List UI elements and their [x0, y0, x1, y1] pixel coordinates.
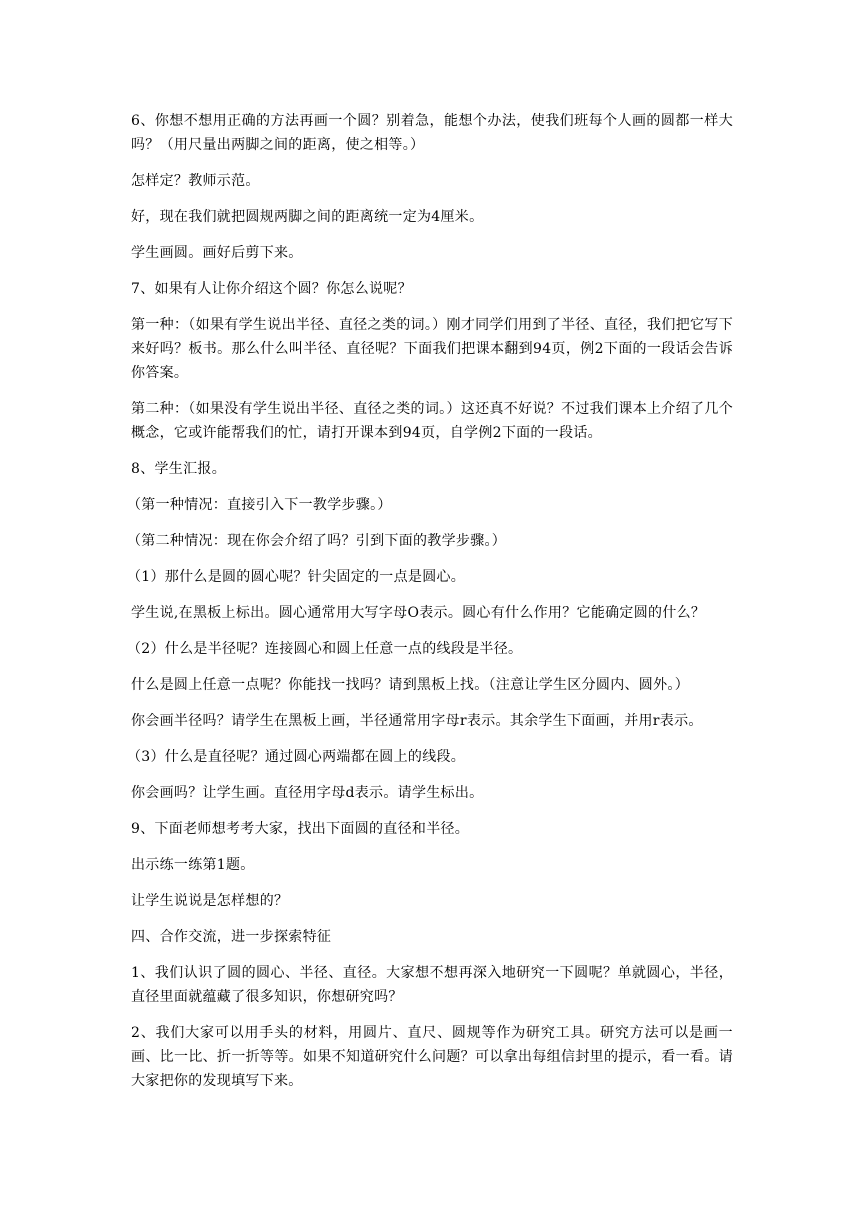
paragraph: 出示练一练第1题。: [131, 857, 255, 873]
paragraph: 什么是圆上任意一点呢？你能找一找吗？请到黑板上找。（注意让学生区分圆内、圆外。）: [131, 677, 689, 693]
paragraph: （1）那什么是圆的圆心呢？针尖固定的一点是圆心。: [127, 569, 466, 585]
paragraph: 你会画半径吗？请学生在黑板上画，半径通常用字母r表示。其余学生下面画，并用r表示。: [131, 713, 703, 729]
paragraph: 好，现在我们就把圆规两脚之间的距离统一定为4厘米。: [131, 209, 484, 225]
paragraph: 6、你想不想用正确的方法再画一个圆？别着急，能想个办法，使我们班每个人画的圆都一样大吗？（用尺量出两脚之间的距离，使之相等。）: [131, 113, 733, 153]
document-body: [127, 109, 733, 1105]
paragraph: 让学生说说是怎样想的？: [131, 893, 289, 909]
paragraph: 2、我们大家可以用手头的材料，用圆片、直尺、圆规等作为研究工具。研究方法可以是画一画、比一比、折一折等等。如果不知道研究什么问题？可以拿出每组信封里的提示，看一看。请大家把你的发现填写下来。: [131, 1025, 733, 1089]
section-heading: 四、合作交流，进一步探索特征: [131, 929, 332, 945]
paragraph: 9、下面老师想考考大家，找出下面圆的直径和半径。: [131, 821, 470, 837]
paragraph: 学生画圆。画好后剪下来。: [131, 245, 303, 261]
paragraph: 8、学生汇报。: [131, 461, 227, 477]
paragraph: 第一种：（如果有学生说出半径、直径之类的词。）刚才同学们用到了半径、直径，我们把它写下来好吗？板书。那么什么叫半径、直径呢？下面我们把课本翻到94页，例2下面的一段话会告诉你答案。: [131, 317, 733, 381]
paragraph: 怎样定？教师示范。: [131, 173, 260, 189]
paragraph: （2）什么是半径呢？连接圆心和圆上任意一点的线段是半径。: [127, 641, 523, 657]
paragraph: （第二种情况：现在你会介绍了吗？引到下面的教学步骤。）: [127, 533, 507, 549]
paragraph: 1、我们认识了圆的圆心、半径、直径。大家想不想再深入地研究一下圆呢？单就圆心，半径，直径里面就蕴藏了很多知识，你想研究吗？: [131, 965, 733, 1005]
paragraph: 7、如果有人让你介绍这个圆？你怎么说呢？: [131, 281, 412, 297]
paragraph: 你会画吗？让学生画。直径用字母d表示。请学生标出。: [131, 785, 484, 801]
paragraph: （3）什么是直径呢？通过圆心两端都在圆上的线段。: [127, 749, 466, 765]
paragraph: 学生说,在黑板上标出。圆心通常用大写字母O表示。圆心有什么作用？它能确定圆的什么？: [131, 605, 706, 621]
paragraph: 第二种：（如果没有学生说出半径、直径之类的词。）这还真不好说？不过我们课本上介绍了几个概念，它或许能帮我们的忙，请打开课本到94页，自学例2下面的一段话。: [131, 401, 733, 441]
paragraph: （第一种情况：直接引入下一教学步骤。）: [127, 497, 392, 513]
